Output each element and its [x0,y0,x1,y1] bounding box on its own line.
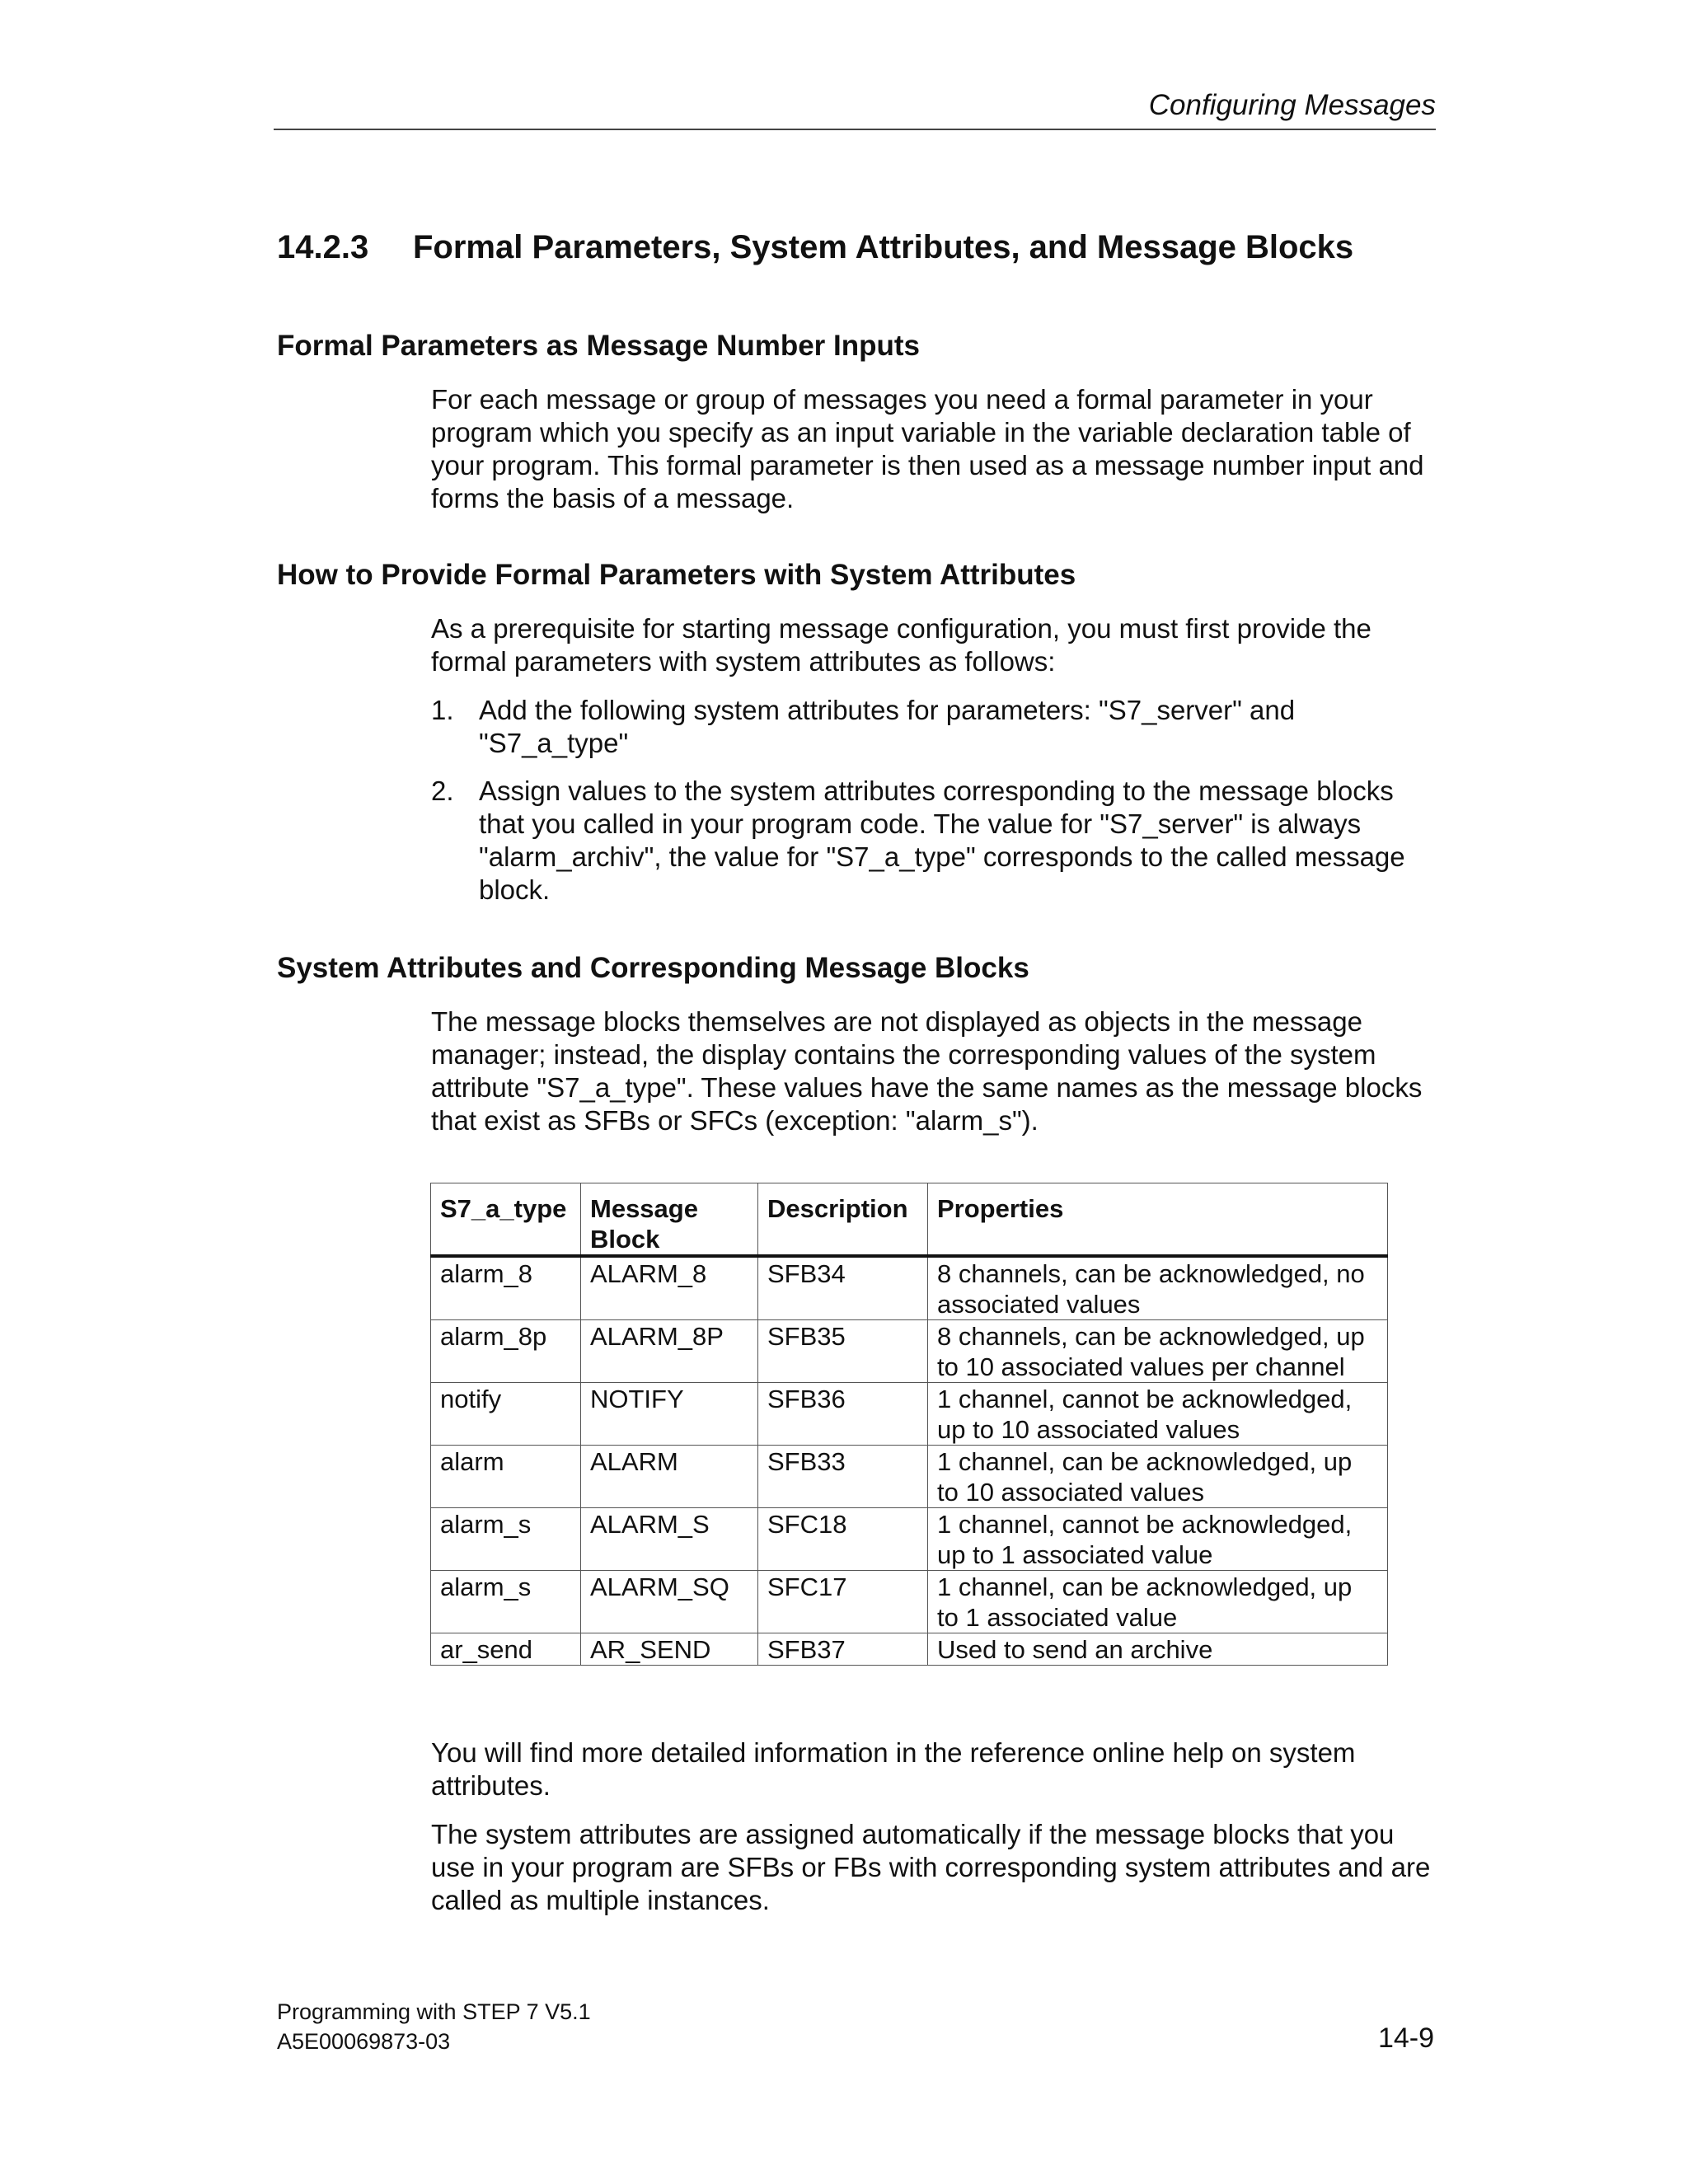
auto-assign-note: The system attributes are assigned automatically if the message blocks that you use in your program are SFBs or FBs with corresponding system attributes and are called as multiple instances. [431,1819,1431,1915]
section-title-text: Formal Parameters, System Attributes, and Message Blocks [413,229,1354,265]
table-cell: 1 channel, can be acknowledged, up to 10 associated values [928,1446,1388,1508]
step-item [431,775,1445,907]
header-rule [274,129,1436,130]
table-cell: alarm_s [431,1508,581,1571]
table-cell: 1 channel, can be acknowledged, up to 1 associated value [928,1571,1388,1633]
column-header: S7_a_type [431,1183,581,1257]
table-row [431,1633,1388,1666]
page-number: 14-9 [1377,2022,1434,2054]
section-title [277,229,1353,266]
table-cell: 8 channels, can be acknowledged, up to 10 associated values per channel [928,1320,1388,1383]
provide-attributes-intro: As a prerequisite for starting message configuration, you must first provide the formal parameters with system attributes as follows: [431,613,1372,677]
section-number: 14.2.3 [277,229,369,265]
footer-book-title: Programming with STEP 7 V5.1 [277,1999,591,2024]
table-cell: Used to send an archive [928,1633,1388,1666]
table-cell: AR_SEND [581,1633,758,1666]
reference-note: You will find more detailed information in the reference online help on system attributes. [431,1737,1356,1801]
table-cell: ALARM_8P [581,1320,758,1383]
formal-parameters-heading: Formal Parameters as Message Number Inputs [277,330,921,362]
table-row [431,1571,1388,1633]
table-row [431,1446,1388,1508]
table-cell: SFB33 [758,1446,928,1508]
column-header: Properties [928,1183,1388,1257]
table-cell: ALARM_8 [581,1256,758,1320]
table-cell: SFB35 [758,1320,928,1383]
table-cell: ALARM_SQ [581,1571,758,1633]
table-cell: SFC17 [758,1571,928,1633]
column-header: Message Block [581,1183,758,1257]
table-cell: alarm_8p [431,1320,581,1383]
table-row [431,1508,1388,1571]
table-cell: 8 channels, can be acknowledged, no associated values [928,1256,1388,1320]
attributes-table [430,1183,1388,1666]
table-cell: 1 channel, cannot be acknowledged, up to 1 associated value [928,1508,1388,1571]
table-cell: ALARM [581,1446,758,1508]
step-item [431,694,1445,760]
table-cell: alarm [431,1446,581,1508]
table-cell: SFB36 [758,1383,928,1446]
step-text: Add the following system attributes for parameters: "S7_server" and "S7_a_type" [479,695,1296,758]
table-cell: ALARM_S [581,1508,758,1571]
table-cell: alarm_s [431,1571,581,1633]
table-cell: 1 channel, cannot be acknowledged, up to 10 associated values [928,1383,1388,1446]
table-header-row [431,1183,1388,1257]
table-cell: NOTIFY [581,1383,758,1446]
table-cell: notify [431,1383,581,1446]
column-header: Description [758,1183,928,1257]
step-text: Assign values to the system attributes corresponding to the message blocks that you called in your program code. The value for "S7_server" is always "alarm_archiv", the value for "S7_a_type" corresponds to the called message block. [479,776,1405,905]
table-row [431,1320,1388,1383]
table-cell: ar_send [431,1633,581,1666]
table-row [431,1383,1388,1446]
attributes-blocks-heading: System Attributes and Corresponding Message Blocks [277,952,1029,984]
table-cell: SFC18 [758,1508,928,1571]
step-number: 1. [431,695,454,725]
formal-parameters-body: For each message or group of messages you need a formal parameter in your program which you specify as an input variable in the variable declaration table of your program. This formal parameter is then used as a message number input and forms the basis of a message. [431,384,1424,513]
provide-attributes-heading: How to Provide Formal Parameters with System Attributes [277,559,1076,591]
table-cell: alarm_8 [431,1256,581,1320]
table-cell: SFB37 [758,1633,928,1666]
step-number: 2. [431,776,454,806]
running-header: Configuring Messages [1148,89,1436,121]
footer-doc-number: A5E00069873-03 [277,2029,451,2054]
steps-list [431,694,1445,907]
attributes-blocks-body: The message blocks themselves are not displayed as objects in the message manager; instead, the display contains the corresponding values of the system attribute "S7_a_type". These values have the same names as the message blocks that exist as SFBs or SFCs (exception: "alarm_s"). [431,1006,1423,1136]
table-cell: SFB34 [758,1256,928,1320]
footer-info [277,1997,591,2056]
table-row [431,1256,1388,1320]
